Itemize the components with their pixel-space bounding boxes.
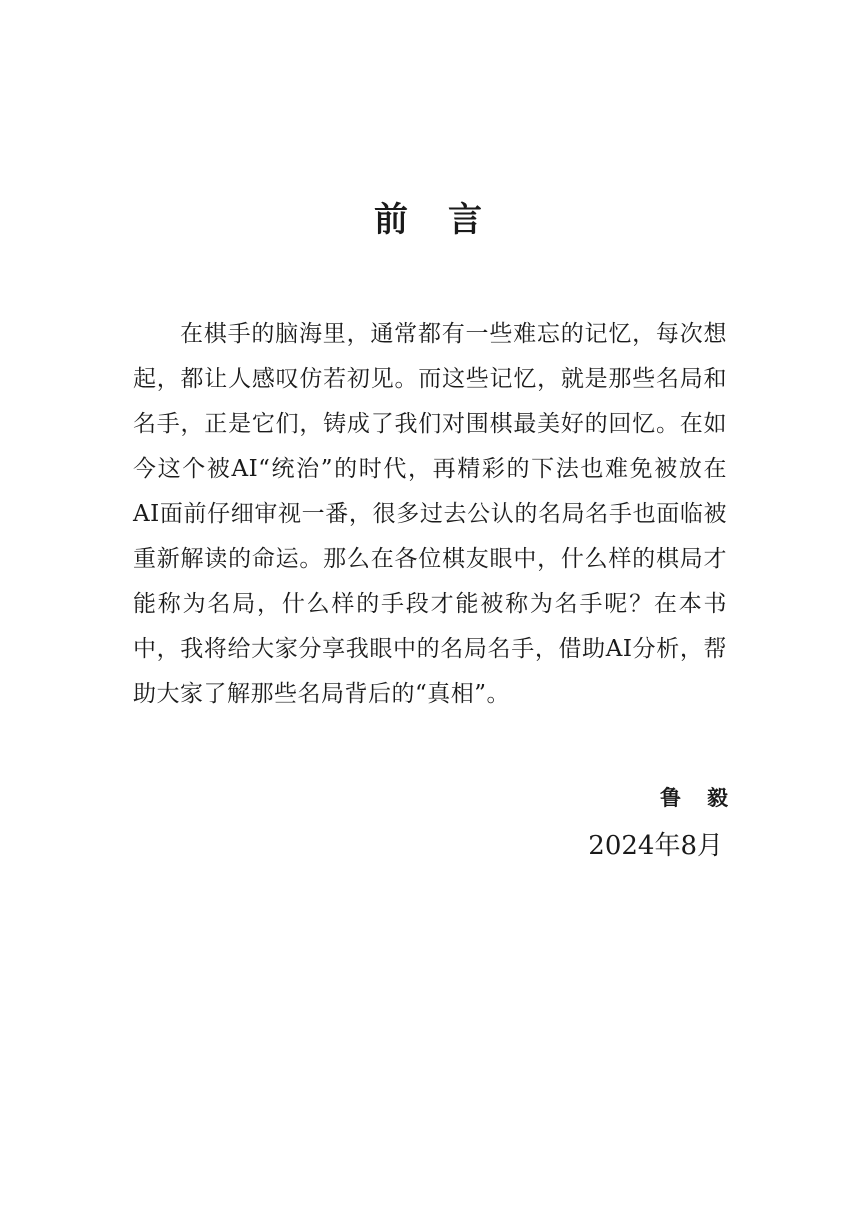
author-signature: 鲁毅 (660, 785, 754, 810)
date-line: 2024年8月 (588, 831, 723, 861)
preface-paragraph: 在棋手的脑海里，通常都有一些难忘的记忆，每次想起，都让人感叹仿若初见。而这些记忆，就是那些名局和名手，正是它们，铸成了我们对围棋最美好的回忆。在如今这个被AI“统治”的时代，再精彩的下法也难免被放在AI面前仔细审视一番，很多过去公认的名局名手也面临被重新解读的命运。那么在各位棋友眼中，什么样的棋局才能称为名局，什么样的手段才能被称为名手呢？在本书中，我将给大家分享我眼中的名局名手，借助AI分析，帮助大家了解那些名局背后的“真相”。 (133, 321, 727, 707)
page-title: 前言 (374, 200, 522, 240)
